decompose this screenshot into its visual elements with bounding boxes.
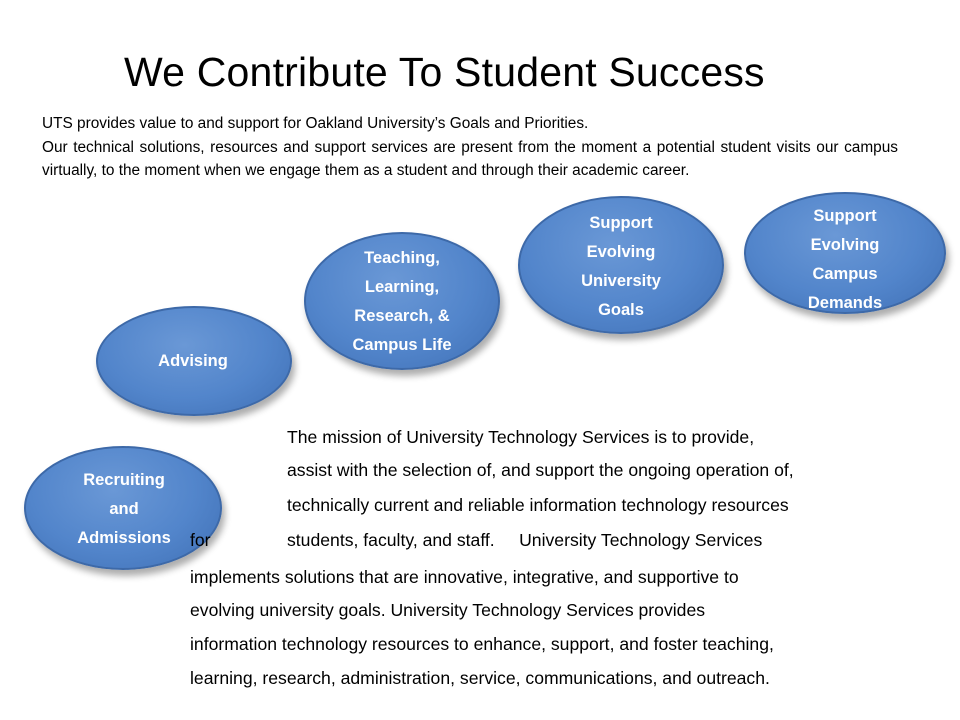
intro-body: Our technical solutions, resources and support services are present from the moment a potential student visits our campus virtually, to the moment when we engage them as a student and through their academic career.: [42, 138, 898, 179]
stage-advising-label: Advising: [158, 352, 228, 370]
mission-line-8: learning, research, administration, service, communications, and outreach.: [190, 668, 770, 688]
stage-campus-demands-label: Support Evolving Campus Demands: [807, 207, 883, 312]
intro-line-1: UTS provides value to and support for Oakland University’s Goals and Priorities.: [42, 115, 589, 132]
mission-line-5: implements solutions that are innovative, integrative, and supportive to: [190, 567, 739, 587]
mission-line-7: information technology resources to enhance, support, and foster teaching,: [190, 634, 774, 654]
mission-line-1: The mission of University Technology Services is to provide,: [287, 427, 755, 447]
slide-title: We Contribute To Student Success: [124, 49, 765, 95]
stage-teaching-label: Teaching, Learning, Research, & Campus Life: [352, 249, 452, 354]
mission-line-3: technically current and reliable information technology resources: [287, 495, 789, 515]
mission-line-4: students, faculty, and staff. University Technology Services: [287, 530, 763, 550]
mission-line-4-prefix: for: [190, 530, 211, 550]
stage-recruiting-admissions-label: Recruiting and Admissions: [77, 471, 171, 547]
intro-text: [42, 112, 898, 183]
mission-line-6: evolving university goals. University Technology Services provides: [190, 600, 706, 620]
mission-line-2: assist with the selection of, and support the ongoing operation of,: [287, 460, 794, 480]
stage-university-goals-label: Support Evolving University Goals: [581, 214, 661, 319]
